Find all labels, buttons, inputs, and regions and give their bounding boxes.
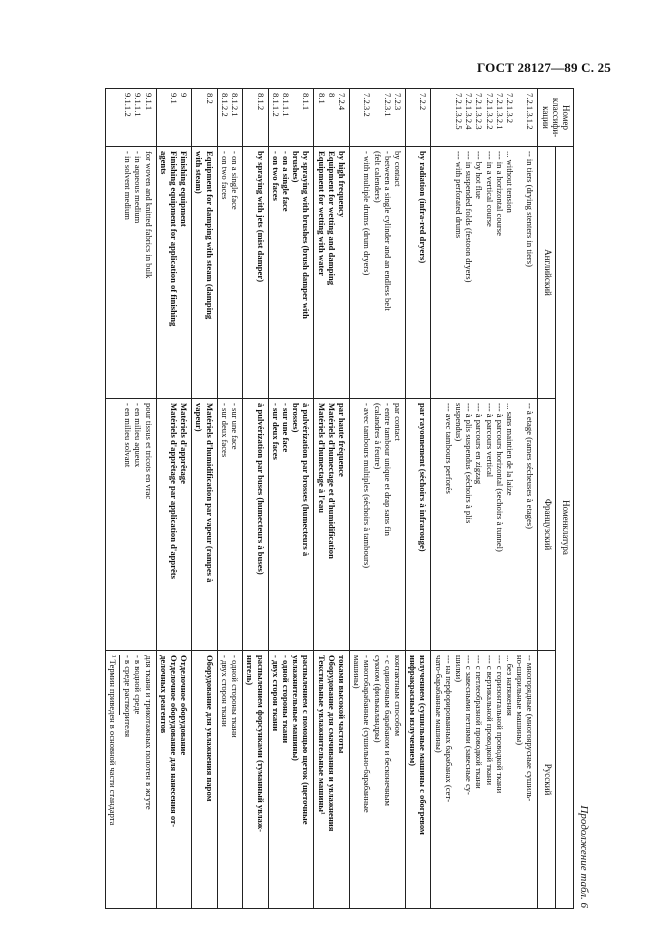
cell-line: - sur une face [230, 403, 241, 450]
english-cell [314, 147, 350, 399]
cell-line: 7.2.1.3.2.1 [494, 93, 505, 130]
cell-line: -- in tiers (drying stenters in tiers) [525, 151, 536, 267]
column-header-russian: Русский [538, 651, 556, 909]
cell-line: Finishing equipment for application of finishing [169, 151, 180, 327]
cell-line: машины) [352, 655, 363, 689]
number-cell [431, 89, 538, 147]
cell-line: для ткани и трикотажных полотен в жгуте [143, 655, 154, 810]
number-cell [349, 89, 405, 147]
cell-line: by contact [392, 151, 403, 187]
cell-line: - in aqueous medium [133, 151, 144, 224]
cell-line: ... without tension [505, 151, 515, 213]
column-header-french: Французский [538, 399, 556, 651]
cell-line: Matériels d'apprêtage [179, 403, 190, 484]
cell-line: -- многорядные (многоярусные сушиль- [525, 655, 536, 802]
table-row [192, 89, 217, 909]
cell-line [159, 93, 169, 142]
french-cell [217, 399, 242, 651]
table-header-row-1 [556, 89, 574, 909]
english-cell [156, 147, 192, 399]
cell-line: --- на перфорированных барабанах (сет- [443, 655, 454, 803]
cell-line: - entre tambour unique et drap sans fin [382, 403, 393, 536]
english-cell [217, 147, 242, 399]
cell-line: pour tissus et tricots en vrac [143, 403, 154, 500]
cell-line: suspendus) [453, 403, 464, 442]
russian-cell [431, 651, 538, 909]
cell-line: 7.2.3 [392, 93, 403, 111]
cell-line: --- in suspended folds (festoon dryers) [464, 151, 475, 283]
column-header-english: Английский [538, 147, 556, 399]
french-cell [268, 399, 314, 651]
cell-line: 7.2.1.3.2.3 [474, 93, 485, 130]
cell-line: --- с вертикальной проводкой ткани [484, 655, 495, 786]
russian-cell [217, 651, 242, 909]
cell-line: Matériels d'humectage et d'humidification [326, 403, 337, 559]
french-cell [243, 399, 268, 651]
cell-line: 7.2.3.1 [382, 93, 393, 117]
english-cell [243, 147, 268, 399]
cell-line: - on two faces [270, 151, 281, 201]
cell-line: 7.2.1.3.2.5 [453, 93, 464, 130]
cell-line: Оборудование для увлажнения паром [204, 655, 215, 802]
cell-line: 8.1.1.2 [270, 93, 281, 117]
russian-cell [314, 651, 350, 909]
cell-line: инфракрасным излучением) [408, 655, 419, 767]
cell-line: - двух сторон ткани [270, 655, 281, 732]
cell-line: brushes) [291, 151, 302, 183]
cell-line: Finishing equipment [179, 151, 190, 227]
russian-cell [105, 651, 156, 909]
number-cell [217, 89, 242, 147]
cell-line: 8 [326, 93, 337, 98]
table-row [314, 89, 350, 909]
cell-line [515, 151, 525, 394]
cell-line [515, 93, 525, 142]
cell-line: Equipment for wetting and damping [326, 151, 337, 286]
table-row [156, 89, 192, 909]
cell-line: 8.1.2.1 [230, 93, 241, 117]
cell-line: à pulvérization par brosses (humecteurs à [301, 403, 312, 557]
footnote: ¹ Термин приведен в основной части стандарта [108, 655, 119, 826]
number-cell [192, 89, 217, 147]
french-cell [314, 399, 350, 651]
cell-line: - в среде растворителя [123, 655, 134, 738]
cell-line: 7.2.2 [418, 93, 429, 111]
cell-line: 7.2.1.3.2.4 [464, 93, 475, 130]
cell-line: with steam) [194, 151, 205, 194]
page-header: ГОСТ 28127—89 С. 25 [477, 60, 611, 75]
cell-line: 9.1.1 [143, 93, 154, 111]
cell-line [291, 93, 301, 142]
english-cell [431, 147, 538, 399]
table-row [105, 89, 156, 909]
russian-cell [192, 651, 217, 909]
cell-line: - двух сторон ткани [219, 655, 230, 727]
cell-line: brosses) [291, 403, 302, 433]
cell-line: нитель) [245, 655, 256, 686]
number-cell [105, 89, 156, 147]
table-header-row-2 [538, 89, 556, 909]
cell-line: сукном (филькаландры) [372, 655, 383, 743]
cell-line: 7.2.3.2 [362, 93, 373, 117]
cell-line: контактным способом [392, 655, 403, 737]
cell-line: - sur deux faces [219, 403, 230, 458]
cell-line: шилки) [453, 655, 464, 683]
cell-line: par rayonnement (séchoirs à infrarouge) [418, 403, 429, 552]
cell-line: --- à parcours horizontal (sechoirs à tunnel) [494, 403, 505, 552]
cell-line: 7.2.1.3.2 [505, 93, 515, 124]
english-cell [405, 147, 430, 399]
cell-line: токами высокой частоты [336, 655, 347, 754]
cell-line: распылением форсунками (туманный увлаж- [255, 655, 266, 832]
cell-line: 9.1 [169, 93, 180, 104]
cell-line: 8.1.2 [255, 93, 266, 111]
cell-line: by spraying with jets (mist damper) [255, 151, 266, 283]
cell-line [372, 93, 382, 142]
cell-line: Оборудование для смачивания и увлажнения [326, 655, 337, 832]
french-cell [349, 399, 405, 651]
table-row [431, 89, 538, 909]
cell-line [515, 403, 525, 646]
cell-line: (felt calenders) [372, 151, 383, 203]
cell-line: --- in a vertical course [484, 151, 495, 227]
french-cell [156, 399, 192, 651]
cell-line: 9 [179, 93, 190, 98]
cell-line: par haute fréquence [336, 403, 347, 477]
cell-line: 9.1.1.1 [133, 93, 144, 117]
cell-line: --- с завесными петлями (завесные су- [464, 655, 475, 795]
cell-line: увлажнительные машины) [291, 655, 302, 761]
french-cell [192, 399, 217, 651]
cell-line: Equipment for damping with steam (damping [204, 151, 215, 320]
cell-line: agents [158, 151, 169, 175]
table-row [268, 89, 314, 909]
cell-line: - with multiple drums (drum dryers) [362, 151, 373, 276]
cell-line: --- by hot flue [474, 151, 485, 199]
cell-line: чато-барабанные машины) [433, 655, 444, 753]
number-cell [156, 89, 192, 147]
cell-line: 8.1.1.1 [280, 93, 291, 117]
cell-line: - avec tambours multiples (séchoirs à tambours) [362, 403, 373, 569]
cell-line: - on two faces [219, 151, 230, 200]
cell-line: 8.2 [204, 93, 215, 104]
cell-line: Отделочное оборудование [179, 655, 190, 756]
cell-line: vapeur) [194, 403, 205, 432]
cell-line: (calandres à feutre) [372, 403, 383, 470]
number-cell [405, 89, 430, 147]
cell-line: - в водной среде [133, 655, 144, 715]
cell-line: 8.1.1 [301, 93, 312, 111]
number-cell [314, 89, 350, 147]
cell-line: --- à plis suspendus (séchoirs à plis [464, 403, 475, 524]
cell-line: Matériels d'apprêtage par application d'apprêts [169, 403, 180, 580]
footnote-rule [119, 655, 120, 715]
english-cell [268, 147, 314, 399]
cell-line: ... без натяжения [504, 655, 515, 716]
table-body [105, 89, 538, 909]
column-header-number: Номер классифи-кации [538, 89, 574, 147]
french-cell [405, 399, 430, 651]
cell-line: -- à etage (rames sécheuses à etages) [525, 403, 536, 529]
cell-line: by spraying with brushes (brush damper with [301, 151, 312, 319]
cell-line: by high frequency [336, 151, 347, 218]
cell-line: но-ширильные машины) [515, 655, 526, 746]
cell-line: Equipment for wetting with water [316, 151, 327, 276]
english-cell [105, 147, 156, 399]
table-row [243, 89, 268, 909]
cell-line: Отделочное оборудование для нанесения от- [169, 655, 180, 828]
cell-line: - en milieu aqueux [133, 403, 144, 468]
rotated-table-page [70, 88, 590, 908]
cell-line: for woven and knitted fabrics in bulk [143, 151, 154, 279]
cell-line: 7.2.4 [336, 93, 347, 111]
cell-line: - sur deux faces [270, 403, 281, 460]
french-cell [431, 399, 538, 651]
english-cell [349, 147, 405, 399]
cell-line: - on a single face [230, 151, 241, 210]
cell-line: --- с петлеобразной проводкой ткани [474, 655, 485, 789]
cell-line: распылением с помощью щеток (щеточные [301, 655, 312, 825]
cell-line: ... sans maintien de la laize [505, 403, 515, 496]
cell-line: Matériels d'humidification par vapeur (rampes à [204, 403, 215, 583]
table-continuation-label: Продолжение табл. 6 [578, 805, 590, 908]
cell-line: - одной стороны ткани [230, 655, 241, 738]
cell-line: --- à parcours vertical [484, 403, 495, 478]
table-row [217, 89, 242, 909]
cell-line: излучением (сушильные машины с обогревом [418, 655, 429, 835]
cell-line: à pulvérization par buses (humecteurs à buses) [255, 403, 266, 575]
russian-cell [268, 651, 314, 909]
cell-line: - с одиночным барабаном и бесконечным [382, 655, 393, 806]
cell-line: - on a single face [280, 151, 291, 212]
cell-line: 7.2.1.3.2.2 [484, 93, 495, 130]
cell-line: 7.2.1.3.1.2 [525, 93, 536, 130]
cell-line: par contact [392, 403, 403, 441]
cell-line: 9.1.1.2 [123, 93, 134, 117]
cell-line: Текстильные увлажнительные машины¹ [316, 655, 327, 815]
cell-line: 8.1.2.2 [219, 93, 230, 117]
cell-line: --- avec tambours perforés [443, 403, 454, 494]
table-row [349, 89, 405, 909]
cell-line: --- with perforated drums [453, 151, 464, 239]
cell-line: - en milieu solvant [123, 403, 134, 468]
nomenclature-table [105, 88, 574, 909]
cell-line: by radiation (infra-red dryers) [418, 151, 429, 264]
table-row [405, 89, 430, 909]
russian-cell [243, 651, 268, 909]
cell-line: - многобарабанные (сушильно-барабанные [362, 655, 373, 813]
russian-cell [405, 651, 430, 909]
cell-line: делочных реагентов [158, 655, 169, 734]
number-cell [268, 89, 314, 147]
cell-line: - sur une face [280, 403, 291, 453]
russian-cell [156, 651, 192, 909]
cell-line: - одной стороны ткани [280, 655, 291, 744]
number-cell [243, 89, 268, 147]
cell-line: - in solvent medium [123, 151, 134, 220]
cell-line: --- à parcours en zigzag [474, 403, 485, 485]
cell-line: 8.1 [316, 93, 327, 104]
russian-cell [349, 651, 405, 909]
english-cell [192, 147, 217, 399]
column-header-nomenclature: Номенклатура [556, 147, 574, 909]
cell-line: --- in a horizontal course [494, 151, 505, 236]
cell-line: Matériels d'humectage à l'eau [316, 403, 327, 514]
cell-line: --- с горизонтальной проводкой ткани [494, 655, 505, 794]
cell-line: - between a single cylinder and an endless belt [382, 151, 393, 311]
french-cell [105, 399, 156, 651]
